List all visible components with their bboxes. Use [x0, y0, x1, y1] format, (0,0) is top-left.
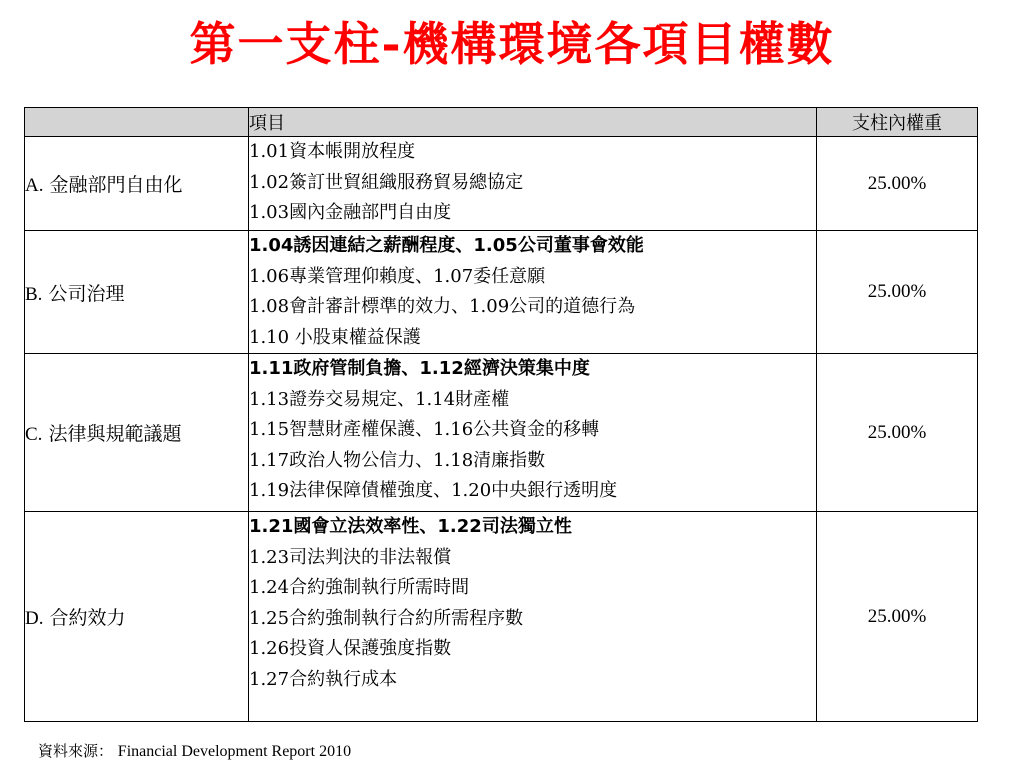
item-line: 1.08會計審計標準的效力、1.09公司的道德行為 [249, 296, 636, 317]
pillar-cell [25, 231, 249, 354]
item-line: 1.24合約強制執行所需時間 [249, 577, 470, 598]
items-cell [249, 231, 817, 354]
pillar-weights-table [24, 107, 978, 722]
pillar-cell [25, 137, 249, 231]
item-line: 1.11政府管制負擔、1.12經濟決策集中度 [249, 358, 590, 379]
source-text: Financial Development Report 2010 [117, 743, 352, 760]
source-label: 資料來源： [38, 742, 114, 760]
pillar-code: D. [25, 608, 44, 629]
item-line: 1.17政治人物公信力、1.18清廉指數 [249, 449, 546, 471]
item-line: 1.02簽訂世貿組織服務貿易總協定 [249, 171, 524, 193]
item-line: 1.19法律保障債權強度、1.20中央銀行透明度 [249, 480, 618, 501]
pillar-name: 法律與規範議題 [48, 423, 182, 445]
pillar-name: 合約效力 [49, 607, 126, 629]
items-cell [249, 354, 817, 512]
weight-cell: 25.00% [817, 512, 978, 722]
item-line: 1.25合約強制執行合約所需程序數 [249, 607, 524, 629]
item-line: 1.13證券交易規定、1.14財產權 [249, 388, 510, 410]
table-row [25, 137, 978, 231]
source-note [38, 740, 351, 761]
pillar-code: A. [25, 175, 44, 196]
item-line: 1.15智慧財產權保護、1.16公共資金的移轉 [249, 419, 600, 440]
weight-cell: 25.00% [817, 137, 978, 231]
pillar-name: 金融部門自由化 [49, 174, 183, 196]
item-line: 1.04誘因連結之薪酬程度、1.05公司董事會效能 [249, 235, 644, 256]
items-cell [249, 512, 817, 722]
item-line: 1.21國會立法效率性、1.22司法獨立性 [249, 516, 572, 537]
item-line: 1.01資本帳開放程度 [249, 141, 416, 162]
header-items: 項目 [249, 108, 817, 137]
pillar-code: B. [25, 283, 43, 305]
weight-cell: 25.00% [817, 354, 978, 512]
pillar-cell [25, 512, 249, 722]
pillar-code: C. [25, 424, 43, 445]
item-line: 1.03國內金融部門自由度 [249, 202, 452, 223]
table-row [25, 231, 978, 354]
pillar-name: 公司治理 [48, 282, 125, 305]
table-row [25, 512, 978, 722]
page-title: 第一支柱-機構環境各項目權數 [189, 17, 835, 71]
pillar-cell [25, 354, 249, 512]
header-pillar [25, 108, 249, 137]
item-line: 1.10 小股東權益保護 [249, 326, 421, 348]
item-line: 1.26投資人保護強度指數 [249, 638, 452, 659]
weight-cell: 25.00% [817, 231, 978, 354]
item-line: 1.23司法判決的非法報償 [249, 546, 452, 568]
header-weight: 支柱內權重 [817, 108, 978, 137]
table-body [25, 137, 978, 722]
table-row [25, 354, 978, 512]
items-cell [249, 137, 817, 231]
item-line: 1.27合約執行成本 [249, 668, 398, 690]
table-header-row [25, 108, 978, 137]
item-line: 1.06專業管理仰賴度、1.07委任意願 [249, 265, 546, 287]
